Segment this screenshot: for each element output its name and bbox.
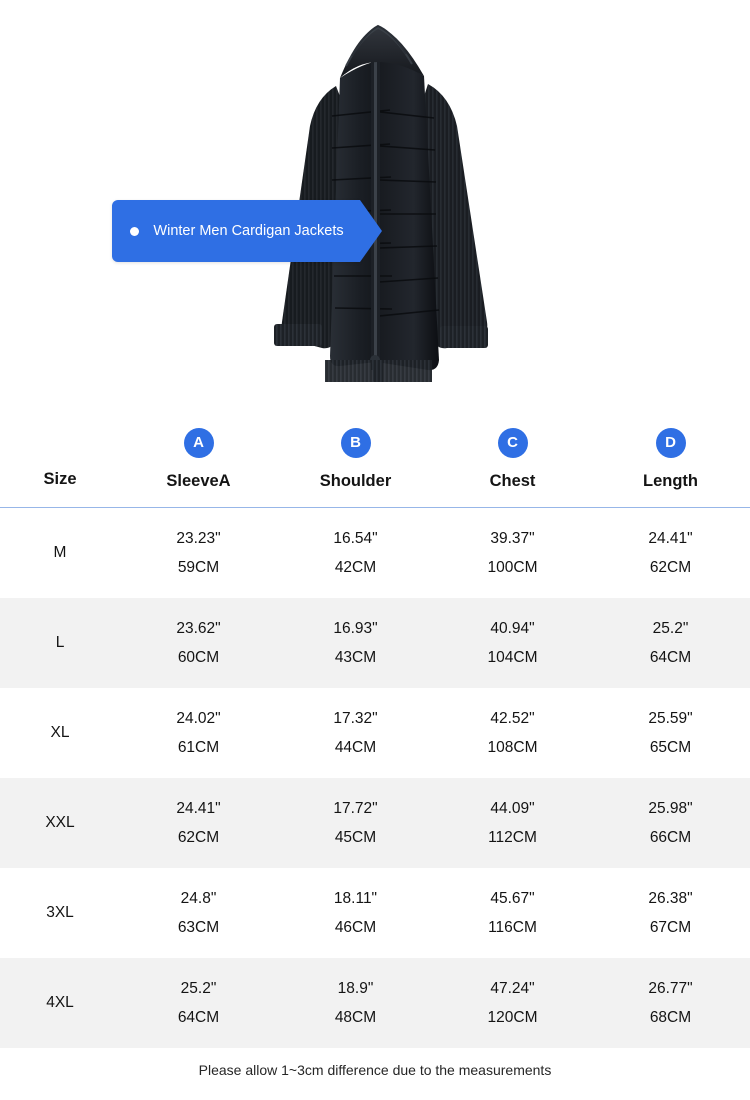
badge-b-icon: B <box>341 428 371 458</box>
column-header-sleeve <box>120 410 277 508</box>
cell-sleeve: 23.23" 59CM <box>176 529 221 576</box>
row-size-cell <box>0 508 120 598</box>
cell-sleeve: 24.41" 62CM <box>176 799 221 846</box>
cell-length: 25.98" 66CM <box>648 799 693 846</box>
column-header-chest <box>434 410 591 508</box>
table-row <box>0 508 750 598</box>
cell-length: 26.38" 67CM <box>648 889 693 936</box>
cell-shoulder: 18.9" 48CM <box>334 979 377 1026</box>
size-chart <box>0 410 750 1078</box>
cell-shoulder: 17.72" 45CM <box>333 799 378 846</box>
cell-chest: 45.67" 116CM <box>488 889 537 936</box>
cell-length: 25.2" 64CM <box>649 619 692 666</box>
bullet-dot-icon <box>130 227 139 236</box>
badge-a-icon: A <box>184 428 214 458</box>
table-body <box>0 508 750 1048</box>
badge-d-icon: D <box>656 428 686 458</box>
cell-chest: 44.09" 112CM <box>488 799 537 846</box>
measurement-note: Please allow 1~3cm difference due to the measurements <box>198 1061 552 1078</box>
column-header-length <box>591 410 750 508</box>
row-size-label: 4XL <box>46 993 74 1011</box>
column-label-chest: Chest <box>489 472 536 490</box>
cell-shoulder: 18.11" 46CM <box>333 889 378 936</box>
cell-sleeve: 24.02" 61CM <box>176 709 221 756</box>
cell-length: 26.77" 68CM <box>648 979 693 1026</box>
table-row <box>0 778 750 868</box>
callout-label: Winter Men Cardigan Jackets <box>153 222 344 239</box>
row-size-label: XXL <box>45 813 75 831</box>
row-size-cell <box>0 868 120 958</box>
cell-sleeve: 24.8" 63CM <box>177 889 220 936</box>
badge-c-icon: C <box>498 428 528 458</box>
cell-sleeve: 23.62" 60CM <box>176 619 221 666</box>
cell-sleeve: 25.2" 64CM <box>177 979 220 1026</box>
column-label-sleeve: SleeveA <box>166 472 231 490</box>
row-size-cell <box>0 688 120 778</box>
row-size-label: M <box>53 543 67 561</box>
table-row <box>0 958 750 1048</box>
column-header-size <box>0 410 120 508</box>
cell-chest: 47.24" 120CM <box>487 979 538 1026</box>
cell-chest: 40.94" 104CM <box>487 619 538 666</box>
cell-length: 25.59" 65CM <box>648 709 693 756</box>
product-hero <box>0 0 750 410</box>
table-row <box>0 868 750 958</box>
column-label-shoulder: Shoulder <box>319 472 392 490</box>
cell-shoulder: 17.32" 44CM <box>333 709 378 756</box>
row-size-label: 3XL <box>46 903 74 921</box>
product-callout <box>112 200 360 262</box>
row-size-cell <box>0 958 120 1048</box>
table-header <box>0 410 750 508</box>
size-table <box>0 410 750 1048</box>
column-header-shoulder <box>277 410 434 508</box>
cell-chest: 42.52" 108CM <box>487 709 538 756</box>
table-row <box>0 688 750 778</box>
row-size-cell <box>0 598 120 688</box>
row-size-label: XL <box>50 723 70 741</box>
row-size-cell <box>0 778 120 868</box>
cell-chest: 39.37" 100CM <box>487 529 538 576</box>
cell-shoulder: 16.54" 42CM <box>333 529 378 576</box>
column-label-length: Length <box>643 472 698 490</box>
cell-length: 24.41" 62CM <box>648 529 693 576</box>
table-row <box>0 598 750 688</box>
cell-shoulder: 16.93" 43CM <box>333 619 378 666</box>
size-header-label: Size <box>43 470 77 488</box>
row-size-label: L <box>55 633 65 651</box>
